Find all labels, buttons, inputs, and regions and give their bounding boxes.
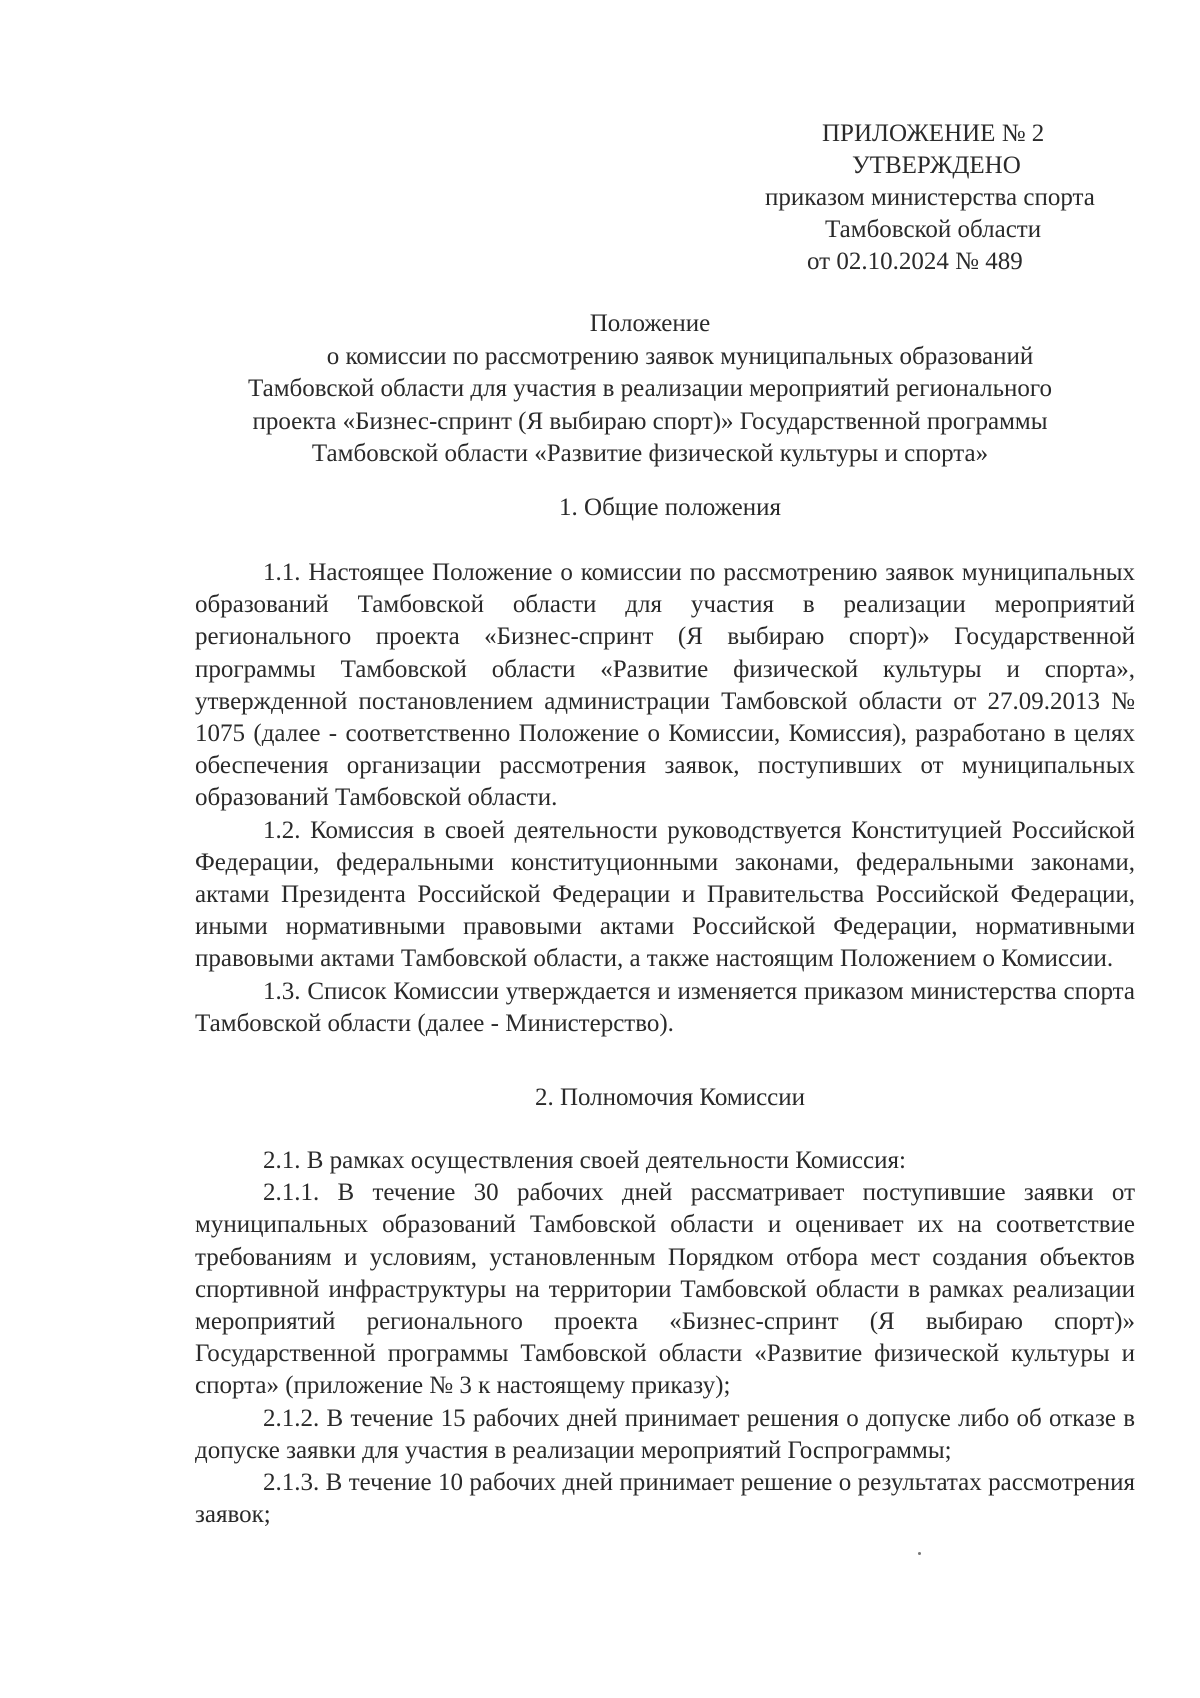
- title-line: о комиссии по рассмотрению заявок муниципальных образований: [326, 342, 1034, 370]
- paragraph: 2.1.2. В течение 15 рабочих дней принимает решения о допуске либо об отказе в допуске заявки для участия в реализации мероприятий Госпрограммы;: [195, 1404, 1135, 1464]
- title-line: Тамбовской области для участия в реализации мероприятий регионального: [247, 375, 1053, 402]
- paragraph: 1.2. Комиссия в своей деятельности руководствуется Конституцией Российской Федерации, федеральными конституционными законами, федеральными законами, актами Президента Российской Федерации и Правительства Российской Федерации, иными нормативными правовыми актами Российской Федерации, нормативными правовыми актами Тамбовской области, а также настоящим Положением о Комиссии.: [195, 816, 1135, 973]
- approved-by-order: приказом министерства спорта: [765, 184, 1095, 211]
- approval-stamp-block: [0, 118, 1200, 278]
- paragraph: 2.1.1. В течение 30 рабочих дней рассматривает поступившие заявки от муниципальных образований Тамбовской области и оценивает их на соответствие требованиям и условиям, установленным Порядком отбора мест создания объектов спортивной инфраструктуры на территории Тамбовской области в рамках реализации мероприятий регионального проекта «Бизнес-спринт (Я выбираю спорт)» Государственной программы Тамбовской области «Развитие физической культуры и спорта» (приложение № 3 к настоящему приказу);: [195, 1179, 1135, 1400]
- scan-speck: [918, 1552, 921, 1555]
- section-general-body: [195, 557, 1135, 1040]
- paragraph: 2.1.3. В течение 10 рабочих дней принимает решение о результатах рассмотрения заявок;: [195, 1469, 1135, 1529]
- title-line: Положение: [589, 310, 711, 337]
- section-heading-general: 1. Общие положения: [559, 494, 781, 521]
- title-line: проекта «Бизнес-спринт (Я выбираю спорт)» Государственной программы: [252, 407, 1048, 435]
- approved-label: УТВЕРЖДЕНО: [852, 152, 1021, 179]
- approved-region: Тамбовской области: [825, 216, 1042, 243]
- section-powers-body: [195, 1145, 1135, 1531]
- order-date-number: от 02.10.2024 № 489: [807, 248, 1023, 275]
- paragraph: 1.3. Список Комиссии утверждается и изменяется приказом министерства спорта Тамбовской области (далее - Министерство).: [195, 977, 1135, 1037]
- paragraph: 2.1. В рамках осуществления своей деятельности Комиссия:: [263, 1147, 906, 1174]
- appendix-number: ПРИЛОЖЕНИЕ № 2: [822, 120, 1045, 147]
- title-line: Тамбовской области «Развитие физической культуры и спорта»: [311, 440, 989, 467]
- document-title: [150, 308, 1150, 471]
- section-heading-powers: 2. Полномочия Комиссии: [534, 1084, 806, 1111]
- paragraph: 1.1. Настоящее Положение о комиссии по рассмотрению заявок муниципальных образований Тамбовской области для участия в реализации мероприятий регионального проекта «Бизнес-спринт (Я выбираю спорт)» Государственной программы Тамбовской области «Развитие физической культуры и спорта», утвержденной постановлением администрации Тамбовской области от 27.09.2013 № 1075 (далее - соответственно Положение о Комиссии, Комиссия), разработано в целях обеспечения организации рассмотрения заявок, поступивших от муниципальных образований Тамбовской области.: [195, 559, 1135, 812]
